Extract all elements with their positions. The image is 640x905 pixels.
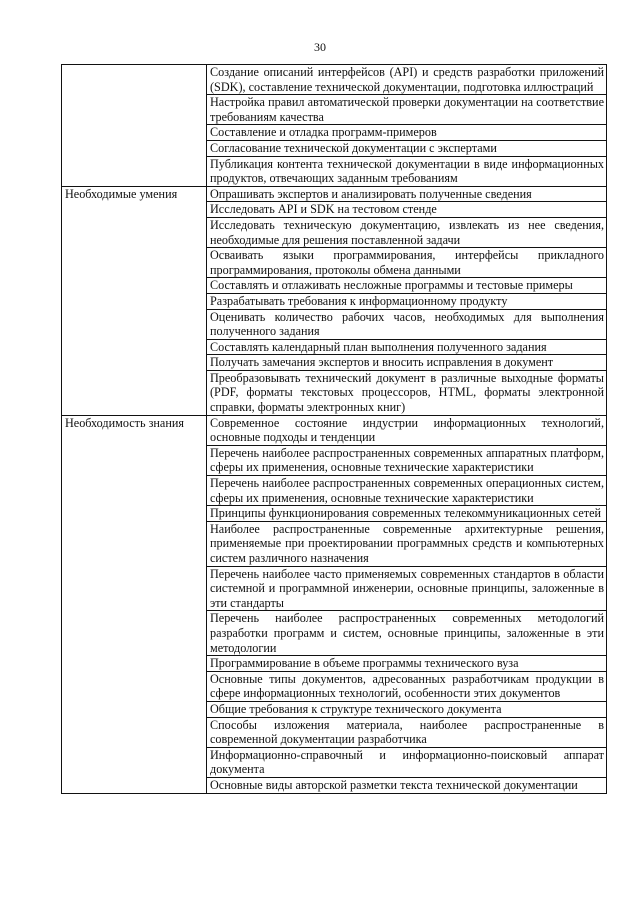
table-cell-item: Настройка правил автоматической проверки документации на соответствие требованиям качества [207, 95, 607, 125]
table-cell-item: Разрабатывать требования к информационному продукту [207, 293, 607, 309]
table-cell-item: Общие требования к структуре технического документа [207, 701, 607, 717]
table-cell-item: Перечень наиболее распространенных современных методологий разработки программ и систем, основные принципы, заложенные в эти методологии [207, 611, 607, 656]
table-cell-item: Перечень наиболее распространенных современных операционных систем, сферы их применения, основные технические характеристики [207, 476, 607, 506]
table-cell-item: Осваивать языки программирования, интерфейсы прикладного программирования, протоколы обмена данными [207, 248, 607, 278]
table-cell-item: Основные виды авторской разметки текста технической документации [207, 777, 607, 793]
table-cell-item: Программирование в объеме программы технического вуза [207, 656, 607, 672]
table-row [62, 186, 607, 202]
section-label [62, 65, 207, 187]
table-cell-item: Составлять и отлаживать несложные программы и тестовые примеры [207, 278, 607, 294]
table-cell-item: Публикация контента технической документации в виде информационных продуктов, отвечающих заданным требованиям [207, 156, 607, 186]
table-cell-item: Перечень наиболее часто применяемых современных стандартов в области системной и программной инженерии, основные принципы, заложенные в эти стандарты [207, 566, 607, 611]
table-cell-item: Составление и отладка программ-примеров [207, 125, 607, 141]
table-cell-item: Наиболее распространенные современные архитектурные решения, применяемые при проектировании программных средств и компьютерных систем различного назначения [207, 521, 607, 566]
table-cell-item: Оценивать количество рабочих часов, необходимых для выполнения полученного задания [207, 309, 607, 339]
table-row [62, 65, 607, 95]
table-row [62, 415, 607, 445]
table-cell-item: Исследовать техническую документацию, извлекать из нее сведения, необходимые для решения поставленной задачи [207, 217, 607, 247]
table-cell-item: Создание описаний интерфейсов (API) и средств разработки приложений (SDK), составление технической документации, подготовка иллюстраций [207, 65, 607, 95]
table-cell-item: Опрашивать экспертов и анализировать полученные сведения [207, 186, 607, 202]
section-label: Необходимые умения [62, 186, 207, 415]
table-cell-item: Исследовать API и SDK на тестовом стенде [207, 202, 607, 218]
table-cell-item: Получать замечания экспертов и вносить исправления в документ [207, 355, 607, 371]
table-body [62, 65, 607, 794]
table-cell-item: Современное состояние индустрии информационных технологий, основные подходы и тенденции [207, 415, 607, 445]
table-cell-item: Основные типы документов, адресованных разработчикам продукции в сфере информационных технологий, особенности этих документов [207, 671, 607, 701]
table-cell-item: Преобразовывать технический документ в различные выходные форматы (PDF, форматы текстовых процессоров, HTML, форматы электронной справки, форматы электронных книг) [207, 370, 607, 415]
table-cell-item: Способы изложения материала, наиболее распространенные в современной документации разработчика [207, 717, 607, 747]
table-cell-item: Перечень наиболее распространенных современных аппаратных платформ, сферы их применения, основные технические характеристики [207, 445, 607, 475]
table-cell-item: Согласование технической документации с экспертами [207, 140, 607, 156]
page-number: 30 [314, 40, 326, 54]
table-cell-item: Информационно-справочный и информационно-поисковый аппарат документа [207, 747, 607, 777]
section-label: Необходимость знания [62, 415, 207, 793]
requirements-table [61, 64, 607, 794]
table-cell-item: Составлять календарный план выполнения полученного задания [207, 339, 607, 355]
table-cell-item: Принципы функционирования современных телекоммуникационных сетей [207, 506, 607, 522]
